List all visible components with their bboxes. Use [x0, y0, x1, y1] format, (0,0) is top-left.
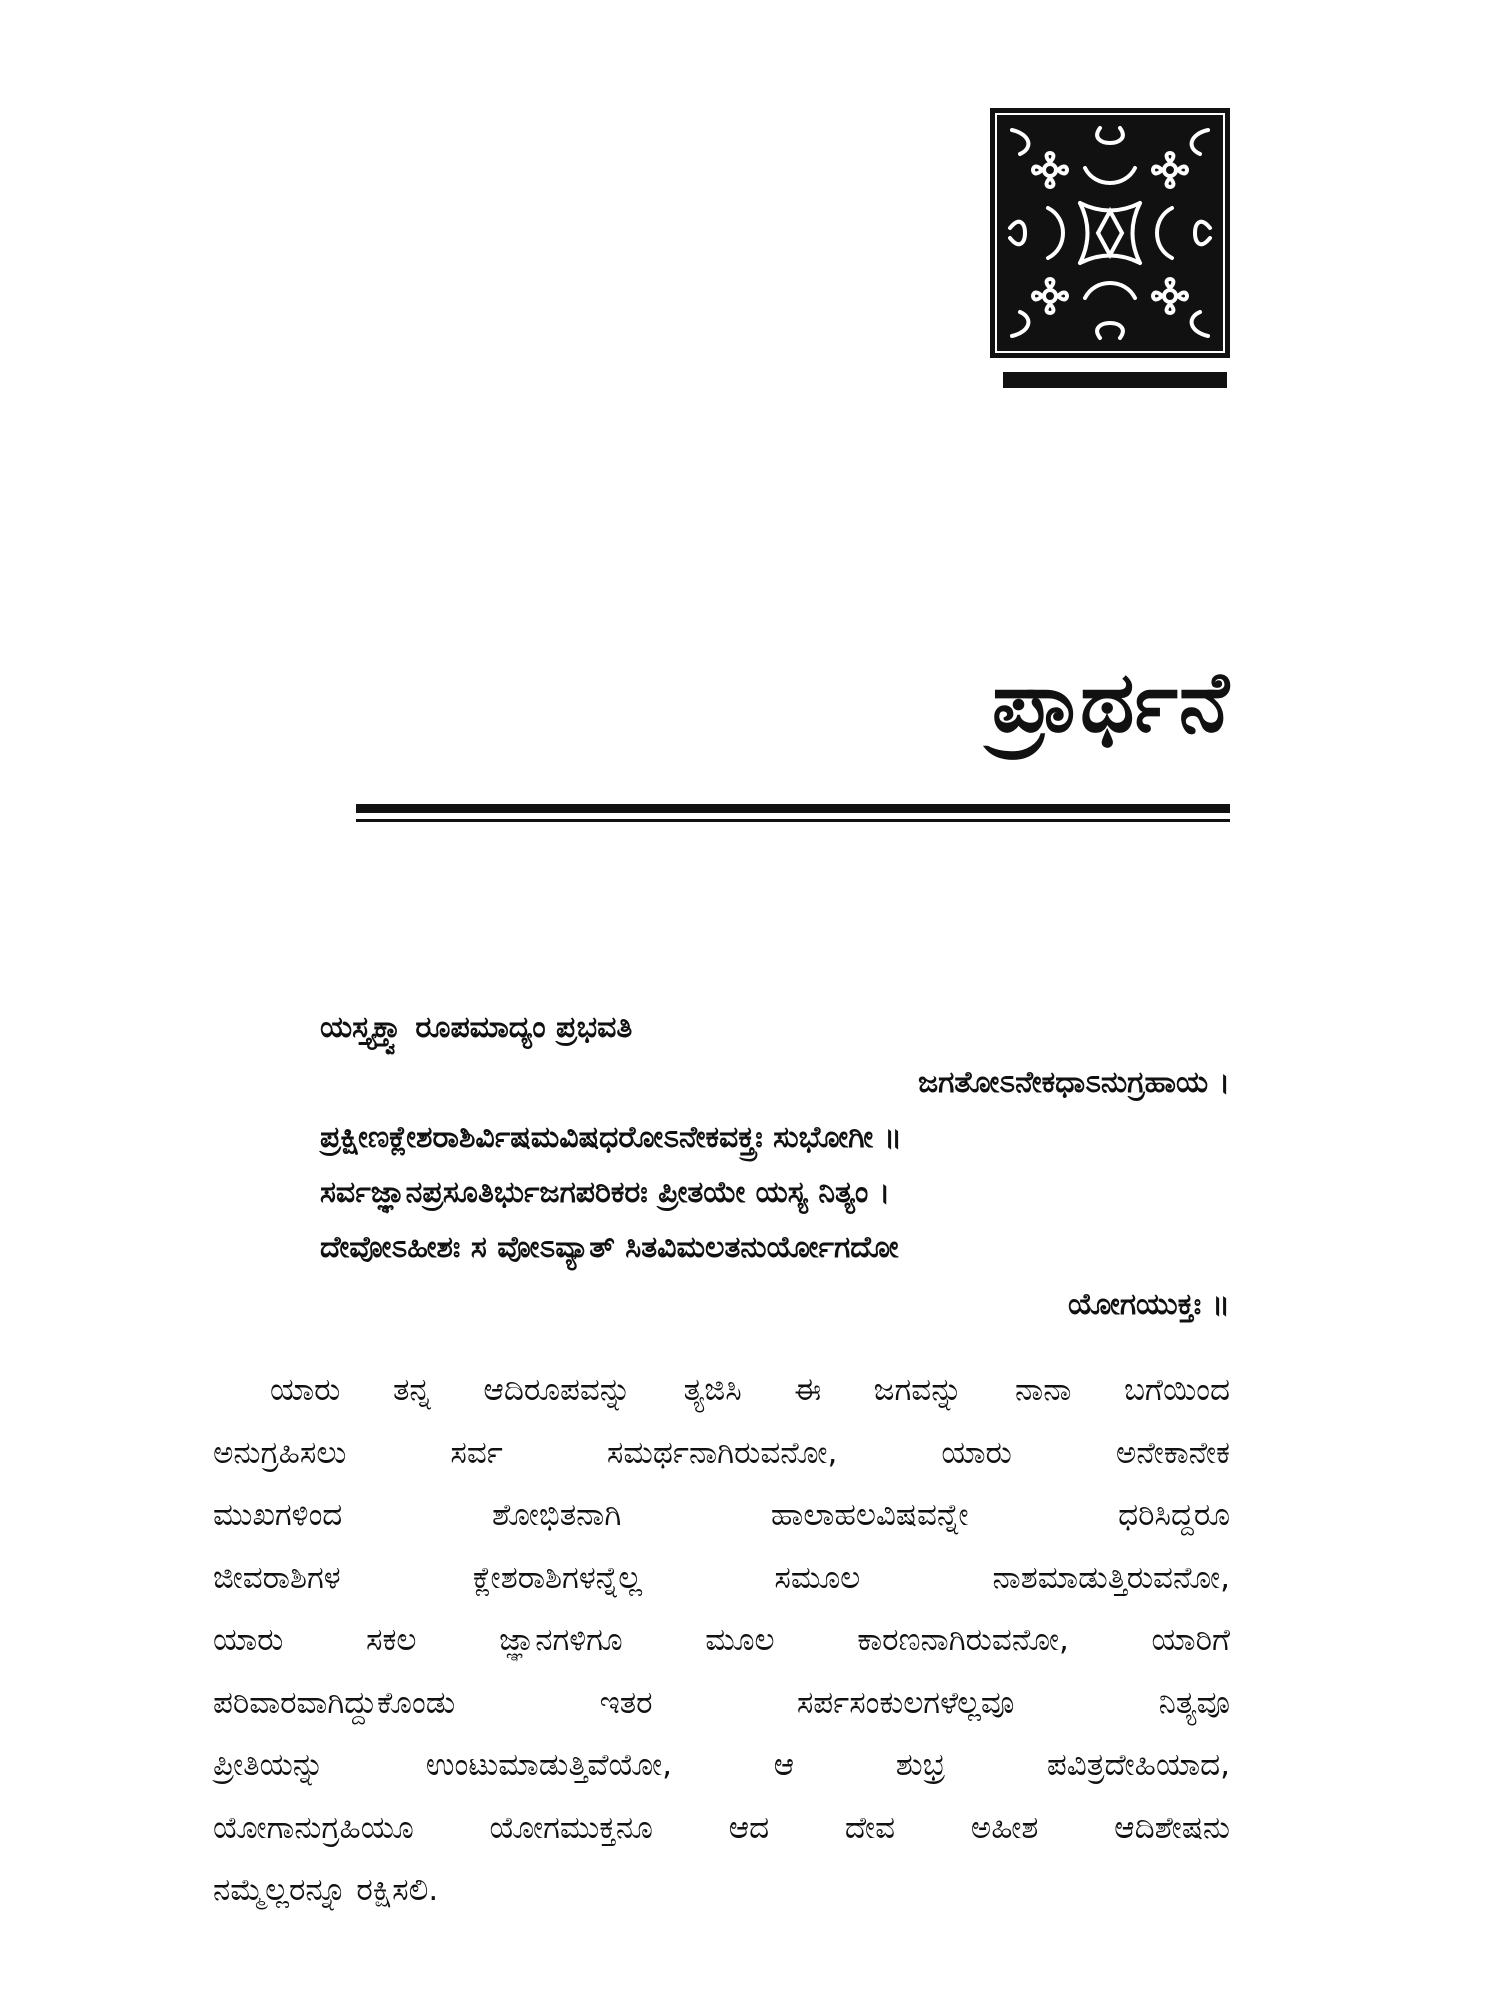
prose-line: ಪರಿವಾರವಾಗಿದ್ದುಕೊಂಡು ಇತರ ಸರ್ಪಸಂಕುಲಗಳೆಲ್ಲವೂ ನಿತ್ಯವೂ [213, 1685, 1230, 1721]
verse-line: ಪ್ರಕ್ಷೀಣಕ್ಲೇಶರಾಶಿರ್ವಿಷಮವಿಷಧರೋಽನೇಕವಕ್ತ್ರಃ ಸುಭೋಗೀ ॥ [320, 1120, 902, 1155]
ornament-bar [1003, 372, 1227, 388]
prose-line: ಯಾರು ಸಕಲ ಜ್ಞಾನಗಳಿಗೂ ಮೂಲ ಕಾರಣನಾಗಿರುವನೋ, ಯಾರಿಗೆ [213, 1622, 1230, 1658]
prose-line: ಅನುಗ್ರಹಿಸಲು ಸರ್ವ ಸಮರ್ಥನಾಗಿರುವನೋ, ಯಾರು ಅನೇಕಾನೇಕ [213, 1435, 1230, 1471]
prose-line: ನಮ್ಮೆಲ್ಲರನ್ನೂ ರಕ್ಷಿಸಲಿ. [213, 1872, 439, 1908]
verse-line: ಸರ್ವಜ್ಞಾನಪ್ರಸೂತಿರ್ಭುಜಗಪರಿಕರಃ ಪ್ರೀತಯೇ ಯಸ್ಯ ನಿತ್ಯಂ । [320, 1175, 891, 1210]
floral-ornament-icon [990, 108, 1230, 358]
verse-line: ಜಗತೋಽನೇಕಧಾಽನುಗ್ರಹಾಯ । [917, 1065, 1230, 1100]
chapter-title: ಪ್ರಾರ್ಥನೆ [991, 653, 1230, 751]
prose-line: ಮುಖಗಳಿಂದ ಶೋಭಿತನಾಗಿ ಹಾಲಾಹಲವಿಷವನ್ನೇ ಧರಿಸಿದ್ದರೂ [213, 1497, 1230, 1533]
prose-line: ಯಾರು ತನ್ನ ಆದಿರೂಪವನ್ನು ತ್ಯಜಿಸಿ ಈ ಜಗವನ್ನು ನಾನಾ ಬಗೆಯಿಂದ [270, 1372, 1230, 1408]
title-rule-thick [356, 804, 1230, 813]
verse-line: ಯೋಗಯುಕ್ತಃ ॥ [1067, 1287, 1230, 1322]
verse-line: ಯಸ್ತ್ಯಕ್ತ್ವಾ ರೂಪಮಾದ್ಯಂ ಪ್ರಭವತಿ [320, 1010, 633, 1045]
verse-line: ದೇವೋಽಹೀಶಃ ಸ ವೋಽವ್ಯಾತ್ ಸಿತವಿಮಲತನುರ್ಯೋಗದೋ [320, 1230, 899, 1265]
prose-line: ಪ್ರೀತಿಯನ್ನು ಉಂಟುಮಾಡುತ್ತಿವೆಯೋ, ಆ ಶುಭ್ರ ಪವಿತ್ರದೇಹಿಯಾದ, [213, 1747, 1230, 1783]
prose-line: ಯೋಗಾನುಗ್ರಹಿಯೂ ಯೋಗಮುಕ್ತನೂ ಆದ ದೇವ ಅಹೀಶ ಆದಿಶೇಷನು [213, 1810, 1230, 1846]
title-rule-thin [356, 819, 1230, 822]
prose-line: ಜೀವರಾಶಿಗಳ ಕ್ಲೇಶರಾಶಿಗಳನ್ನೆಲ್ಲ ಸಮೂಲ ನಾಶಮಾಡುತ್ತಿರುವನೋ, [213, 1560, 1230, 1596]
